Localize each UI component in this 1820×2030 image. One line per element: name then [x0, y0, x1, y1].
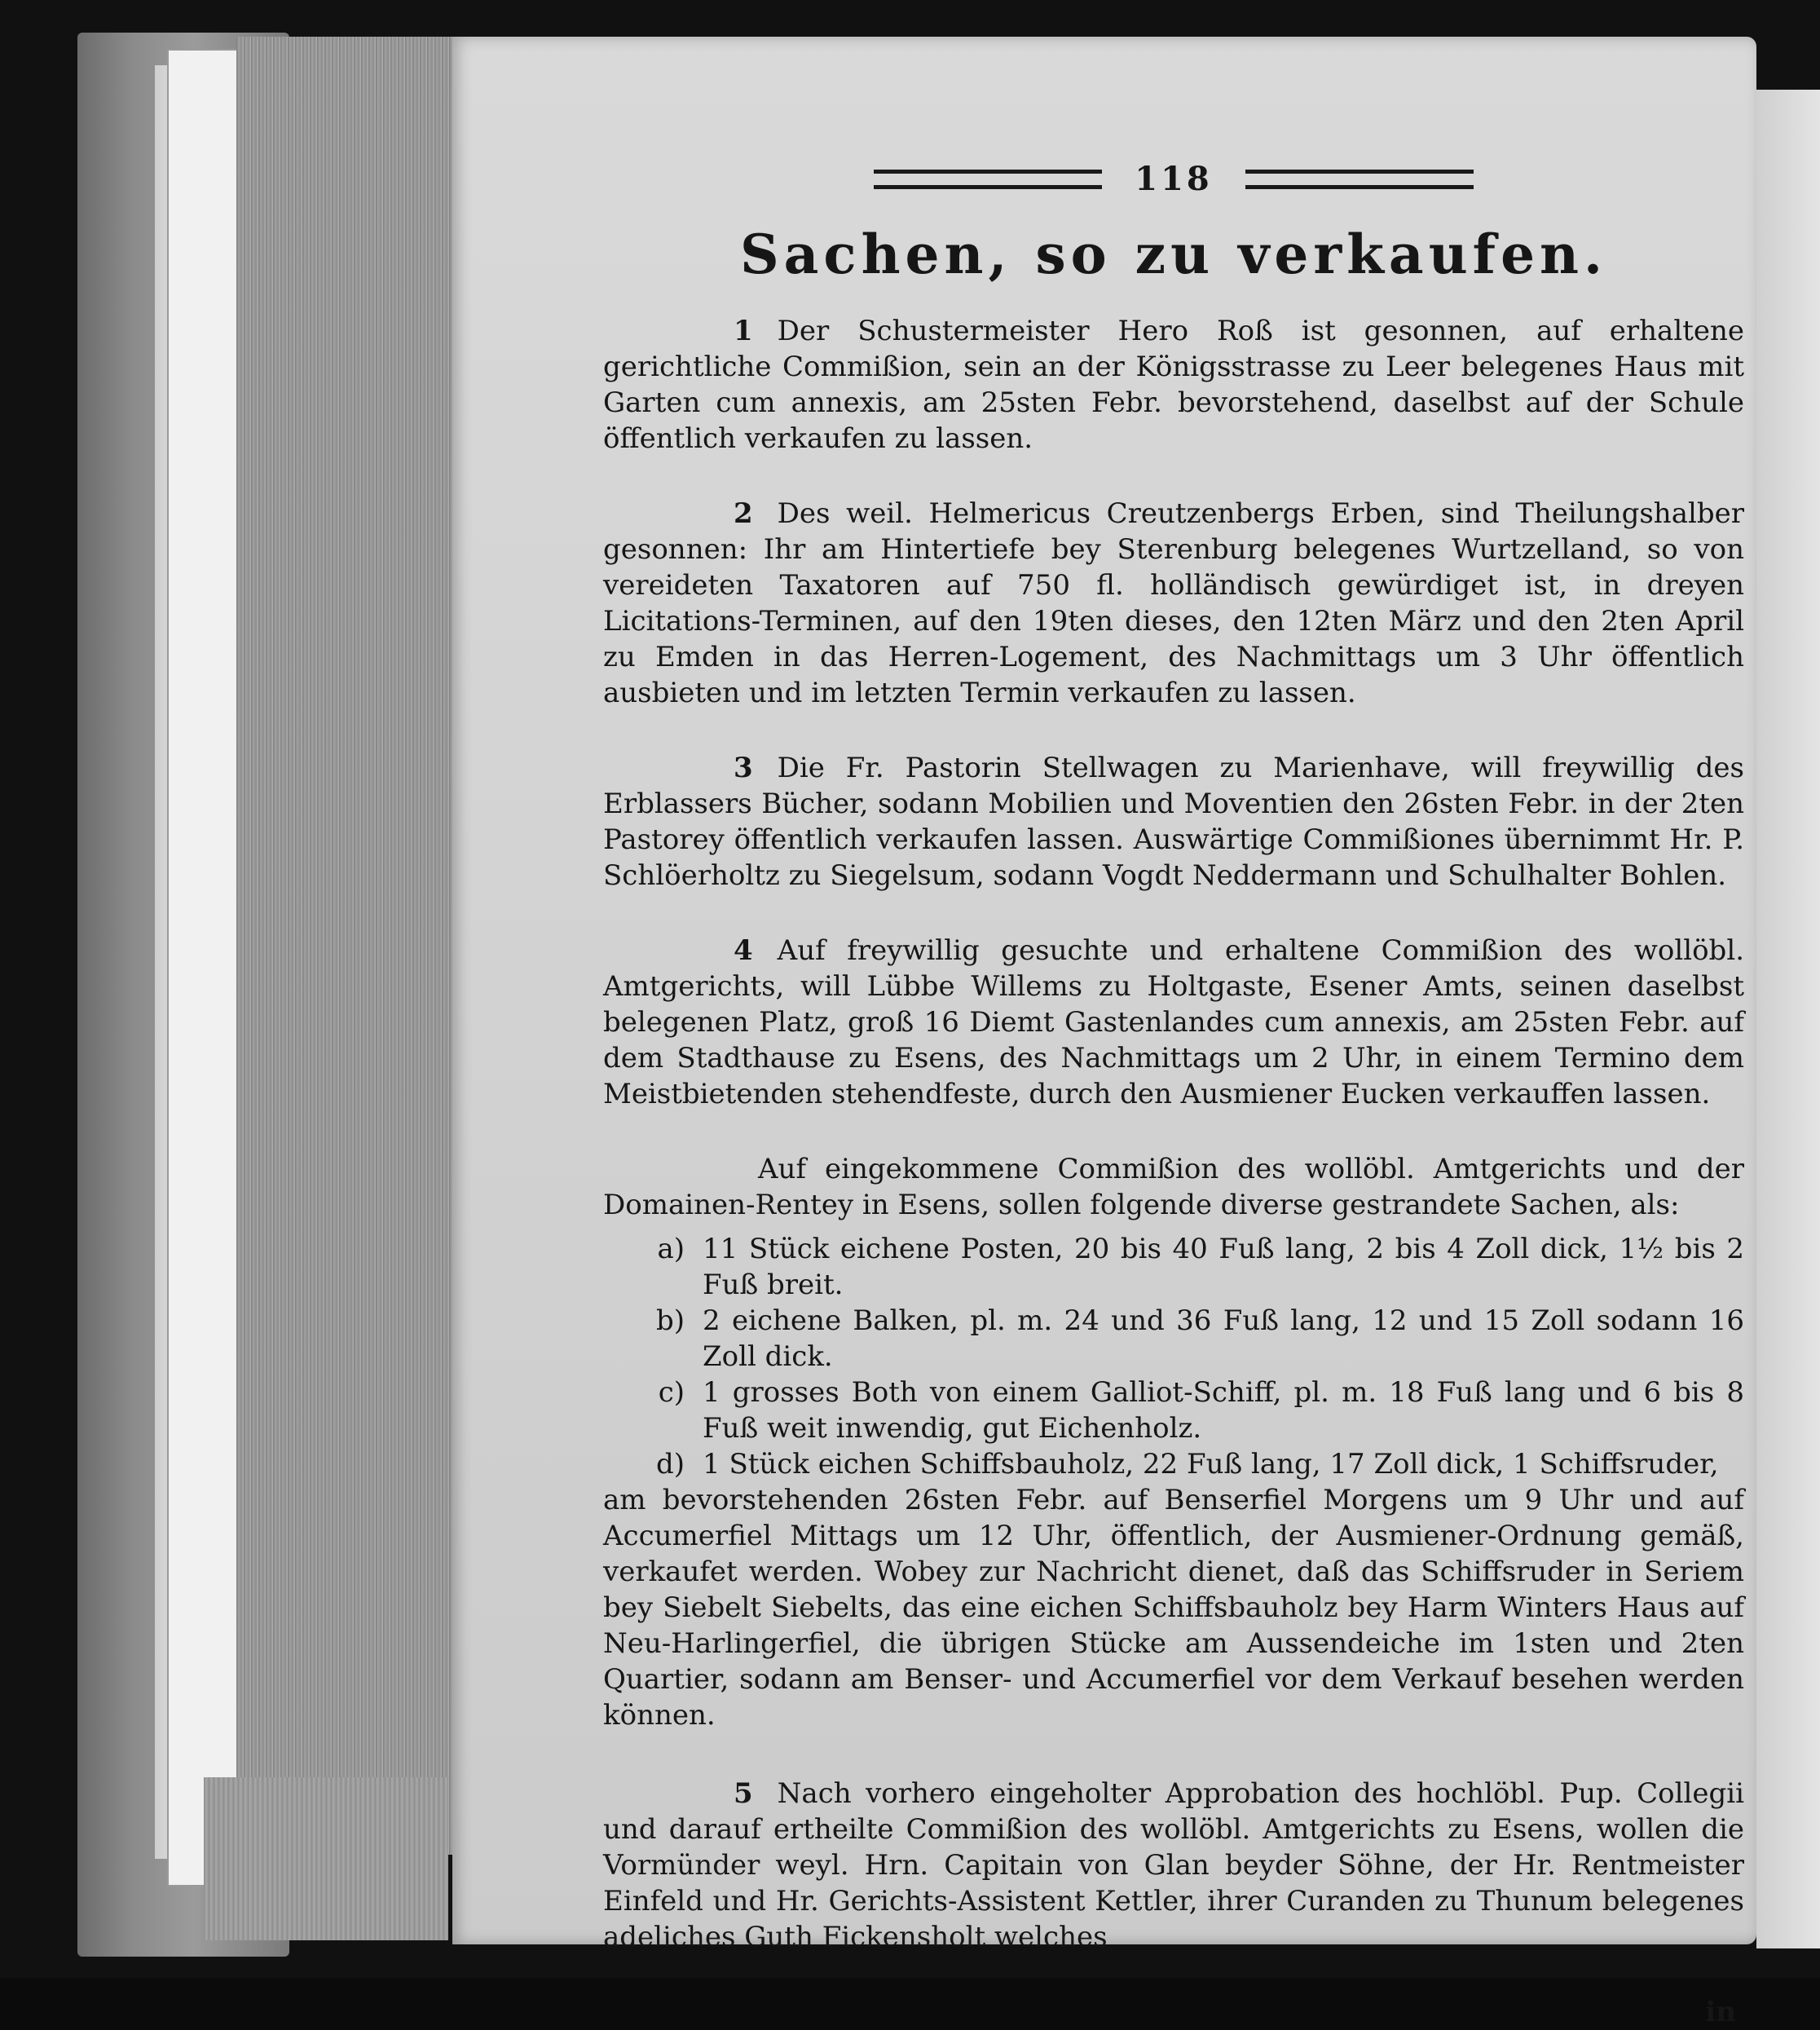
entry-2	[603, 496, 1744, 711]
list-item	[603, 1446, 1744, 1482]
list-item	[603, 1303, 1744, 1375]
item-list	[603, 1231, 1744, 1482]
section-title: Sachen, so zu verkaufen.	[739, 223, 1608, 286]
item-letter: b)	[655, 1304, 685, 1337]
item-text: 1 Stück eichen Schiffsbauholz, 22 Fuß lang, 17 Zoll dick, 1 Schiffsruder,	[703, 1448, 1719, 1481]
entry-number: 5	[734, 1777, 753, 1810]
item-letter: d)	[655, 1448, 685, 1481]
entry-text: Nach vorhero eingeholter Approbation des hochlöbl. Pup. Collegii und darauf ertheilte Commißion des wollöbl. Amtgerichts zu Esens, wollen die Vormünder weyl. Hrn. Capitain von Glan beyder Söhne, der Hr. Rentmeister Einfeld und Hr. Gerichts-Assistent Kettler, ihrer Curanden zu Thunum belegenes adeliches Guth Fickensholt welches	[603, 1777, 1744, 1953]
item-text: 2 eichene Balken, pl. m. 24 und 36 Fuß lang, 12 und 15 Zoll sodann 16 Zoll dick.	[703, 1304, 1744, 1373]
list-item	[603, 1375, 1744, 1446]
header-rule-left	[874, 170, 1102, 189]
entry-5	[603, 1776, 1744, 1955]
entry-number: 4	[734, 934, 753, 967]
list-item	[603, 1231, 1744, 1303]
page-edges	[236, 37, 456, 1855]
page-header	[603, 155, 1744, 204]
entry-number: 2	[734, 497, 753, 530]
entry-text: Die Fr. Pastorin Stellwagen zu Marienhave, will freywillig des Erblassers Bücher, sodann Mobilien und Moventien den 26sten Febr. in der 2ten Pastorey öffentlich verkaufen lassen. Auswärtige Commißiones übernimmt Hr. P. Schlöerholtz zu Siegelsum, sodann Vogdt Neddermann und Schulhalter Bohlen.	[603, 752, 1744, 892]
notice-closing: am bevorstehenden 26sten Febr. auf Benserfiel Morgens um 9 Uhr und auf Accumerfiel Mittags um 12 Uhr, öffentlich, der Ausmiener-Ordnung gemäß, verkaufet werden. Wobey zur Nachricht dienet, daß das Schiffsruder in Seriem bey Siebelt Siebelts, das eine eichen Schiffsbauholz bey Harm Winters Haus auf Neu-Harlingerfiel, die übrigen Stücke am Aussendeiche im 1sten und 2ten Quartier, sodann am Benser- und Accumerfiel vor dem Verkauf besehen werden können.	[603, 1484, 1744, 1732]
entry-3	[603, 750, 1744, 894]
item-text: 1 grosses Both von einem Galliot-Schiff, pl. m. 18 Fuß lang und 6 bis 8 Fuß weit inwendig, gut Eichenholz.	[703, 1376, 1744, 1445]
entry-text: Auf freywillig gesuchte und erhaltene Commißion des wollöbl. Amtgerichts, will Lübbe Willems zu Holtgaste, Esener Amts, seinen daselbst belegenen Platz, groß 16 Diemt Gastenlandes cum annexis, am 25sten Febr. auf dem Stadthause zu Esens, des Nachmittags um 2 Uhr, in einem Termino dem Meistbietenden stehendfeste, durch den Ausmiener Eucken verkauffen lassen.	[603, 934, 1744, 1110]
entry-text: Des weil. Helmericus Creutzenbergs Erben, sind Theilungshalber gesonnen: Ihr am Hintertiefe bey Sterenburg belegenes Wurtzelland, so von vereideten Taxatoren auf 750 fl. holländisch gewürdiget ist, in dreyen Licitations-Terminen, auf den 19ten dieses, den 12ten März und den 2ten April zu Emden in das Herren-Logement, des Nachmittags um 3 Uhr öffentlich ausbieten und im letzten Termin verkaufen zu lassen.	[603, 497, 1744, 709]
flyleaf-strip	[167, 49, 240, 1887]
header-rule-right	[1245, 170, 1474, 189]
notice-intro: Auf eingekommene Commißion des wollöbl. Amtgerichts und der Domainen-Rentey in Esens, sollen folgende diverse gestrandete Sachen, als:	[603, 1153, 1744, 1221]
page-content	[603, 155, 1744, 2030]
item-letter: c)	[658, 1376, 685, 1409]
catchword: in	[1705, 1996, 1736, 2028]
entry-text: Der Schustermeister Hero Roß ist gesonnen, auf erhaltene gerichtliche Commißion, sein an der Königsstrasse zu Leer belegenes Haus mit Garten cum annexis, am 25sten Febr. bevorstehend, daselbst auf der Schule öffentlich verkaufen zu lassen.	[603, 315, 1744, 455]
entry-4	[603, 933, 1744, 1112]
entry-1	[603, 313, 1744, 457]
item-letter: a)	[657, 1233, 685, 1265]
entry-number: 1	[734, 315, 753, 347]
item-text: 11 Stück eichene Posten, 20 bis 40 Fuß lang, 2 bis 4 Zoll dick, 1½ bis 2 Fuß breit.	[703, 1233, 1744, 1301]
next-page-edge	[1756, 90, 1820, 1948]
page-edges-lower	[204, 1777, 448, 1940]
page-number: 118	[1135, 160, 1213, 198]
entry-number: 3	[734, 752, 753, 784]
